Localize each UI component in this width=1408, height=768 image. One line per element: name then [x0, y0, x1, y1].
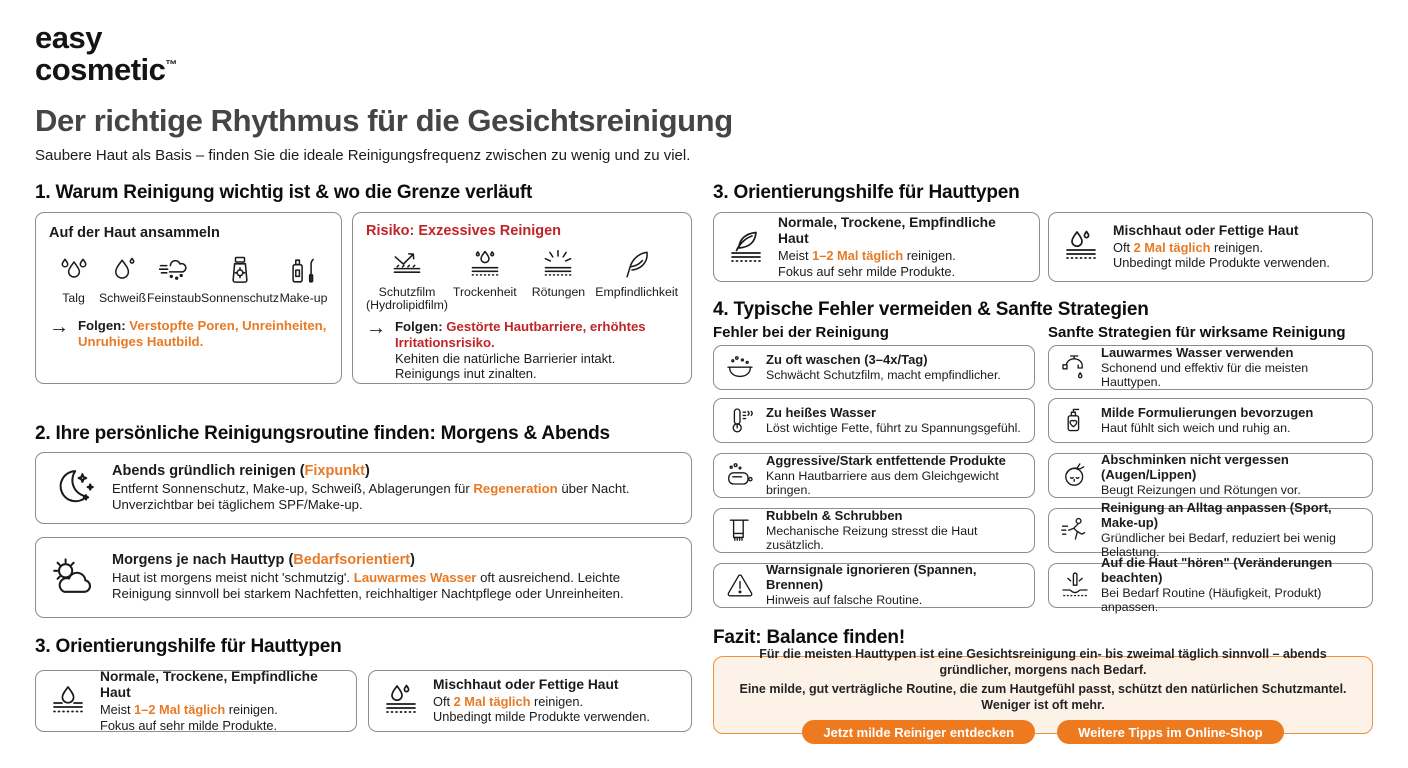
strategy-row	[1048, 345, 1373, 390]
card-line2: Unbedingt milde Produkte verwenden.	[433, 709, 650, 725]
consequence-text	[78, 318, 328, 350]
card-text	[433, 677, 650, 725]
skin-type-card-oily	[1048, 212, 1373, 282]
strategy-row	[1048, 500, 1373, 560]
skin-leaf-icon	[726, 227, 766, 267]
row-desc: Schwächt Schutzfilm, macht empfindlicher.	[766, 367, 1001, 382]
risk-note1: Kehiten die natürliche Barrierier intakt.	[395, 350, 616, 366]
mistake-row	[713, 345, 1035, 390]
card-title: Mischhaut oder Fettige Haut	[1113, 222, 1299, 238]
sun-cloud-icon	[50, 554, 98, 602]
mistake-row	[713, 398, 1035, 443]
fazit-line1: Für die meisten Hauttypen ist eine Gesichtsreinigung ein- bis zweimal täglich sinnvoll – abends gründlicher, morgens nach Bedarf.	[759, 647, 1327, 678]
risk-item	[448, 247, 522, 312]
row-desc: Beugt Reizungen und Rötungen vor.	[1101, 483, 1301, 498]
mistake-row	[713, 453, 1035, 498]
card-line1: Oft 2 Mal täglich reinigen.	[433, 693, 584, 709]
risk-item	[595, 247, 678, 312]
makeup-icon	[285, 253, 321, 289]
frequency-highlight: 2 Mal täglich	[1133, 239, 1211, 255]
risk-item	[522, 247, 596, 312]
icon-label: Feinstaub	[147, 291, 202, 305]
card-line2: Fokus auf sehr milde Produkte.	[778, 263, 956, 279]
row-desc: Schonend und effektiv für die meisten Hauttypen.	[1101, 360, 1309, 389]
section1-heading: 1. Warum Reinigung wichtig ist & wo die Grenze verläuft	[35, 182, 533, 203]
card-line2: Fokus auf sehr milde Produkte.	[100, 717, 278, 733]
card-line2: Unbedingt milde Produkte verwenden.	[1113, 255, 1330, 271]
sebum-icon	[56, 253, 92, 289]
evening-routine-card	[35, 452, 692, 524]
cta-row	[802, 720, 1283, 744]
skin-drops-icon	[1061, 227, 1101, 267]
skin-type-card-normal	[713, 212, 1040, 282]
mistake-row	[713, 508, 1035, 553]
dryness-icon	[467, 247, 503, 283]
row-title: Zu oft waschen (3–4x/Tag)	[766, 351, 928, 367]
moon-stars-icon	[50, 464, 98, 512]
face-towel-icon	[1059, 460, 1091, 492]
frequency-highlight: 1–2 Mal täglich	[134, 702, 226, 718]
strategy-row	[1048, 398, 1373, 443]
card-text	[112, 552, 677, 603]
row-title: Zu heißes Wasser	[766, 404, 877, 420]
accumulate-title: Auf der Haut ansammeln	[49, 225, 220, 241]
finger-skin-icon	[1059, 570, 1091, 602]
risk-icon-row	[366, 247, 678, 312]
arrow-icon: →	[49, 315, 69, 338]
row-title: Abschminken nicht vergessen (Augen/Lippen)	[1101, 452, 1289, 483]
skin-drops-icon	[381, 681, 421, 721]
thermometer-icon	[724, 405, 756, 437]
icon-label: Make-up	[279, 291, 328, 305]
body-highlight: Regeneration	[473, 480, 558, 496]
dust-icon	[156, 253, 192, 289]
page-subtitle: Saubere Haut als Basis – finden Sie die ideale Reinigungsfrequenz zwischen zu wenig und zu viel.	[35, 147, 691, 164]
risk-note2: Reinigungs inut zinalten.	[395, 366, 537, 382]
accumulate-item	[147, 253, 201, 305]
card-title: Morgens je nach Hauttyp (Bedarfsorientiert)	[112, 552, 415, 569]
wash-basin-icon	[724, 352, 756, 384]
accumulate-item	[279, 253, 328, 305]
section3-right-heading: 3. Orientierungshilfe für Hauttypen	[713, 182, 1020, 203]
folgen-label: Folgen:	[78, 317, 126, 333]
frequency-highlight: 2 Mal täglich	[453, 693, 531, 709]
strategy-row	[1048, 453, 1373, 498]
folgen-highlight: Verstopfte Poren, Unreinheiten, Unruhiges Hautbild.	[78, 317, 327, 349]
row-title: Milde Formulierungen bevorzugen	[1101, 404, 1314, 420]
skin-drop-icon	[48, 681, 88, 721]
soap-icon	[724, 460, 756, 492]
row-desc: Gründlicher bei Bedarf, reduziert bei wenig Belastung.	[1101, 531, 1336, 560]
runner-icon	[1059, 515, 1091, 547]
risk-card	[352, 212, 692, 384]
pump-bottle-icon	[1059, 405, 1091, 437]
row-title: Warnsignale ignorieren (Spannen, Brennen)	[766, 562, 977, 593]
strategy-row	[1048, 555, 1373, 615]
sweat-icon	[105, 253, 141, 289]
row-desc: Haut fühlt sich weich und ruhig an.	[1101, 420, 1291, 435]
skin-type-card-normal	[35, 670, 357, 732]
icon-label: Empfindlichkeit	[595, 285, 678, 299]
frequency-highlight: 1–2 Mal täglich	[812, 248, 904, 264]
card-title: Abends gründlich reinigen (Fixpunkt)	[112, 462, 370, 479]
arrow-icon: →	[366, 316, 386, 339]
card-line2: Unverzichtbar bei täglichem SPF/Make-up.	[112, 496, 363, 512]
icon-label: Schweiß	[98, 291, 147, 305]
icon-label: Trockenheit	[452, 285, 517, 299]
accumulate-card	[35, 212, 342, 384]
trademark-symbol: ™	[165, 57, 177, 72]
morning-routine-card	[35, 537, 692, 618]
fazit-box	[713, 647, 1373, 740]
skin-type-card-oily	[368, 670, 692, 732]
row-desc: Mechanische Reizung stresst die Haut zusätzlich.	[766, 523, 978, 552]
card-title: Normale, Trockene, Empfindliche Haut	[778, 214, 996, 247]
section3-left-heading: 3. Orientierungshilfe für Hauttypen	[35, 636, 342, 657]
icon-label: Schutzfilm (Hydrolipidfilm)	[366, 285, 448, 312]
brand-line1: easy	[35, 20, 102, 55]
section2-heading: 2. Ihre persönliche Reinigungsroutine finden: Morgens & Abends	[35, 423, 610, 444]
card-title: Mischhaut oder Fettige Haut	[433, 676, 619, 692]
brand-line2: cosmetic	[35, 51, 166, 87]
icon-label: Rötungen	[531, 285, 586, 299]
icon-label: Talg	[62, 291, 85, 305]
body-highlight: Lauwarmes Wasser	[353, 570, 477, 586]
risk-item	[366, 247, 448, 312]
card-text	[1113, 223, 1330, 271]
risk-title: Risiko: Exzessives Reinigen	[366, 223, 562, 239]
title-highlight: Bedarfsorientiert	[293, 552, 411, 569]
faucet-icon	[1059, 352, 1091, 384]
towel-icon	[724, 515, 756, 547]
page-title: Der richtige Rhythmus für die Gesichtsreinigung	[35, 103, 733, 138]
row-title: Lauwarmes Wasser verwenden	[1101, 344, 1294, 360]
protective-film-icon	[389, 247, 425, 283]
warning-triangle-icon	[724, 570, 756, 602]
strategies-column-header: Sanfte Strategien für wirksame Reinigung	[1048, 324, 1346, 341]
card-title: Normale, Trockene, Empfindliche Haut	[100, 668, 318, 701]
row-title: Aggressive/Stark entfettende Produkte	[766, 452, 1006, 468]
card-text	[100, 669, 344, 734]
risk-consequences	[366, 316, 678, 382]
folgen-label: Folgen:	[395, 318, 443, 334]
section4-heading: 4. Typische Fehler vermeiden & Sanfte Strategien	[713, 299, 1149, 320]
icon-label: Sonnenschutz	[201, 291, 279, 305]
row-desc: Kann Hautbarriere aus dem Gleichgewicht bringen.	[766, 468, 999, 497]
card-text	[778, 215, 1027, 280]
row-desc: Löst wichtige Fette, führt zu Spannungsgefühl.	[766, 420, 1021, 435]
sunscreen-icon	[222, 253, 258, 289]
folgen-highlight: Gestörte Hautbarriere, erhöhtes Irritationsrisiko.	[395, 318, 646, 350]
accumulate-item	[98, 253, 147, 305]
mistake-row	[713, 563, 1035, 608]
title-highlight: Fixpunkt	[304, 462, 365, 479]
consequence-text	[395, 319, 678, 382]
row-title: Rubbeln & Schrubben	[766, 507, 903, 523]
card-line1: Oft 2 Mal täglich reinigen.	[1113, 239, 1264, 255]
row-title: Reinigung an Alltag anpassen (Sport, Make-up)	[1101, 500, 1332, 531]
card-body: Haut ist morgens meist nicht 'schmutzig'. Lauwarmes Wasser oft ausreichend. Leichte Reinigung sinnvoll bei starkem Nachfetten, reichhaltiger Nachtpflege oder Unreinheiten.	[112, 570, 624, 602]
row-desc: Hinweis auf falsche Routine.	[766, 593, 923, 608]
row-desc: Bei Bedarf Routine (Häufigkeit, Produkt) anpassen.	[1101, 586, 1322, 615]
fazit-heading: Fazit: Balance finden!	[713, 627, 905, 648]
redness-icon	[540, 247, 576, 283]
online-shop-tips-button[interactable]: Weitere Tipps im Online-Shop	[1057, 720, 1283, 744]
sensitivity-icon	[619, 247, 655, 283]
mistakes-column-header: Fehler bei der Reinigung	[713, 324, 889, 341]
accumulate-item	[49, 253, 98, 305]
fazit-line2: Eine milde, gut verträgliche Routine, die zum Hautgefühl passt, schützt den natürlichen Schutzmantel. Weniger ist oft mehr.	[739, 681, 1347, 712]
accumulate-icon-row	[49, 253, 328, 305]
card-text	[112, 463, 630, 514]
row-title: Auf die Haut "hören" (Veränderungen beachten)	[1101, 555, 1333, 586]
accumulate-consequences	[49, 315, 328, 350]
brand-logo	[35, 22, 177, 86]
card-body: Entfernt Sonnenschutz, Make-up, Schweiß, Ablagerungen für Regeneration über Nacht.	[112, 480, 630, 496]
card-line1: Meist 1–2 Mal täglich reinigen.	[100, 702, 278, 718]
discover-cleansers-button[interactable]: Jetzt milde Reiniger entdecken	[802, 720, 1035, 744]
accumulate-item	[201, 253, 279, 305]
card-line1: Meist 1–2 Mal täglich reinigen.	[778, 248, 956, 264]
